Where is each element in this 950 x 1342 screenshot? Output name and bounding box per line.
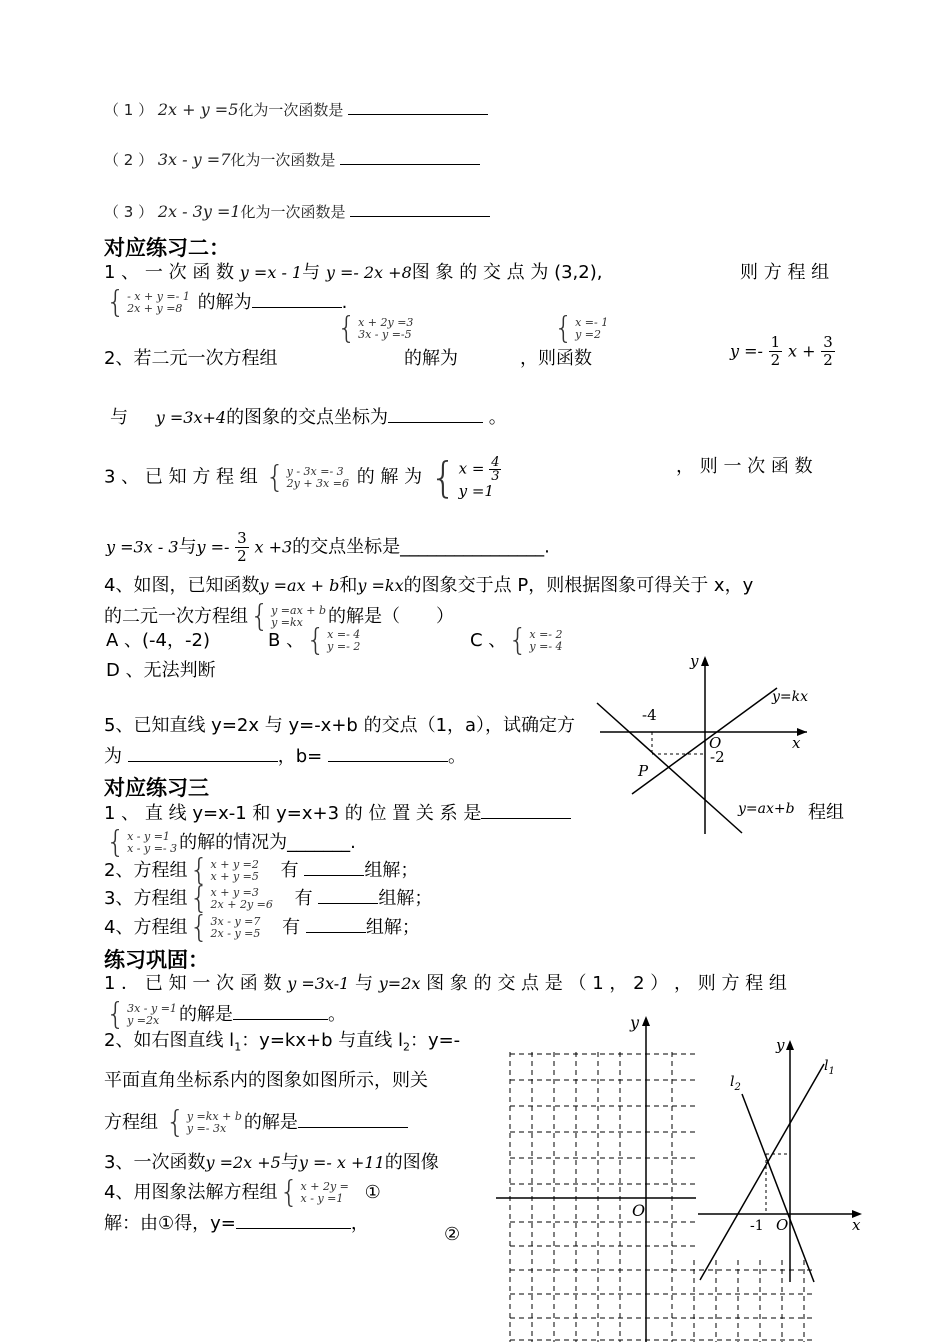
graph2-y-label: y (630, 1013, 640, 1032)
s2-p1-line1 (104, 262, 602, 284)
s3-p4-blank[interactable] (306, 916, 366, 933)
q3-text: 化为一次函数是 (240, 203, 346, 221)
graph3-x-label: x (852, 1216, 861, 1234)
s3-p3-line: 3、方程组 { x + y =3 2x + 2y =6 有 组解； (104, 881, 433, 916)
s2-p2-function: y =- $\frac{1}{2}$ x + $\frac{3}{2}$ (730, 333, 833, 369)
svg-text:l2: $l_2$ (730, 1074, 741, 1093)
graph3-y-label: y (776, 1036, 785, 1054)
graph1-line-kx-label: y=kx (772, 689, 809, 705)
section3-title: 对应练习三 (104, 776, 209, 800)
q2-text: 化为一次函数是 (230, 151, 336, 169)
svg-text:l1: $l_1$ (824, 1058, 835, 1077)
s4-p2-blank[interactable] (298, 1111, 408, 1128)
q1-label: （ 1 ） (104, 101, 154, 119)
q2-label: （ 2 ） (104, 151, 154, 169)
s2-p2-line2: 与 y =3x+4的图象的交点坐标为 。 (110, 407, 507, 428)
s2-p5-blank-a[interactable] (128, 745, 278, 762)
s2-p3-solution: { x = $\frac{4}{3}$ y =1 (429, 452, 500, 502)
q1-answer-blank[interactable] (348, 98, 488, 115)
s4-p4-circ2: ② (444, 1224, 461, 1245)
s2-p2-systemA: { x + 2y =3 3x - y =-5 (337, 311, 414, 346)
q1-line (104, 98, 488, 121)
s2-p5-blank-b[interactable] (328, 745, 448, 762)
q1-text: 化为一次函数是 (238, 101, 344, 119)
s3-p1-blank[interactable] (481, 802, 571, 819)
s2-p1-system: { - x + y =- 1 2x + y =8 (106, 285, 190, 320)
s4-p4-line2: 解：由①得，y= ， (104, 1213, 369, 1234)
s2-p1-line2: { - x + y =- 1 2x + y =8 的解为 . (106, 285, 348, 320)
section2-title: 对应练习二： (104, 236, 230, 260)
s2-p3-text-c: ， 则 一 次 函 数 (676, 456, 813, 477)
s4-p2-line2: 平面直角坐标系内的图象如图所示，则关 (104, 1070, 428, 1091)
s2-p2-answer-blank[interactable] (388, 406, 483, 423)
s3-p3-blank[interactable] (318, 887, 378, 904)
graph3-l2-label: l (730, 1074, 735, 1090)
s2-p1-text-c: 图 象 的 交 点 为 (3,2), (411, 262, 603, 283)
s2-p3-line1: 3 、 已 知 方 程 组 { y - 3x =- 3 2y + 3x =6 的 解 为 { x = $\frac{4}{3}$ y =1 (104, 452, 500, 502)
graph1-x-label: x (792, 734, 801, 752)
graph1-origin-label: O (709, 734, 722, 752)
s2-p3-line2: y =3x - 3与y =- $\frac{3}{2}$ x +3的交点坐标是________________. (106, 529, 550, 565)
s2-p4-option-a[interactable]: A 、(-4，-2) (106, 630, 210, 651)
graph2-origin-label: O (632, 1201, 646, 1220)
s2-p1-func1: y =x - 1 (239, 263, 303, 282)
s3-p1-line1: 1 、 直 线 y=x-1 和 y=x+3 的 位 置 关 系 是 (104, 802, 571, 825)
graph1-y-label: y (690, 652, 699, 670)
s4-p4-blank[interactable] (236, 1212, 351, 1229)
s2-p2-text-c: ，则函数 (520, 348, 592, 369)
q2-equation: 3x - y =7 (157, 150, 231, 169)
q3-answer-blank[interactable] (350, 200, 490, 217)
s2-p2-systemB: { x =- 1 y =2 (554, 311, 609, 346)
s3-p1-text-a2: 程组 (808, 802, 844, 823)
s2-p5-line2: 为 ，b= 。 (104, 746, 466, 767)
s2-p1-text-a: 1 、 一 次 函 数 (104, 262, 235, 283)
s2-p1-text-d: 则 方 程 组 (740, 262, 830, 283)
s4-p2-line3: 方程组 { y =kx + b y =- 3x 的解是 (104, 1108, 408, 1138)
graph1-point-p: P (638, 762, 649, 780)
q1-equation: 2x + y =5 (157, 100, 239, 119)
s2-p4-option-c[interactable]: C 、 { x =- 2 y =- 4 (470, 623, 563, 658)
s4-p3-line: 3、一次函数y =2x +5与y =- x +11的图像 (104, 1152, 439, 1173)
s2-p1-func2: y =- 2x +8 (325, 263, 412, 282)
s2-p2-text-b: 的解为 (404, 348, 458, 369)
s2-p1-text-b: 与 (302, 262, 321, 283)
s2-p3-answer-blank[interactable]: ________________ (400, 536, 545, 558)
s4-p2-line1: 2、如右图直线 $l_1$：y=kx+b 与直线 $l_2$：y=- (104, 1030, 461, 1054)
s2-p4-line1: 4、如图，已知函数y =ax + b和y =kx的图象交于点 P，则根据图象可得关于 x，y (104, 575, 754, 596)
s3-p1-line2: { x - y =1 x - y =- 3 的解的情况为_______. (106, 825, 356, 860)
s3-p2-line: 2、方程组 { x + y =2 x + y =5 有 组解； (104, 853, 419, 888)
s2-p5-line1: 5、已知直线 y=2x 与 y=-x+b 的交点（1，a），试确定方 (104, 715, 576, 736)
s2-p1-answer-blank[interactable] (252, 291, 342, 308)
graph3-origin-label: O (776, 1216, 789, 1234)
s3-p4-line: 4、方程组 { 3x - y =7 2x - y =5 有 组解； (104, 910, 420, 945)
graph3-tick-minus1: -1 (750, 1218, 764, 1234)
graph1-tick-minus4: -4 (642, 706, 657, 724)
q3-line (104, 200, 490, 223)
q3-equation: 2x - 3y =1 (157, 202, 241, 221)
q2-line (104, 148, 480, 171)
s2-p1-text-e: 的解为 (197, 292, 252, 313)
graph1-line-axb-label: y=ax+b (738, 801, 795, 817)
s4-p1-blank[interactable] (233, 1003, 328, 1020)
s2-p4-option-b[interactable]: B 、 { x =- 4 y =- 2 (268, 623, 361, 658)
s3-p2-blank[interactable] (304, 859, 364, 876)
s4-p4-line1: 4、用图象法解方程组 { x + 2y = x - y =1 ① (104, 1175, 381, 1210)
s2-p2-line1: 2、若二元一次方程组 (104, 348, 278, 369)
s3-p1-blank2[interactable]: _______ (287, 832, 351, 853)
s4-p1-line1: 1 ． 已 知 一 次 函 数 y =3x-1 与 y=2x 图 象 的 交 点 是 （ 1 ， 2 ） ， 则 方 程 组 (104, 973, 787, 994)
section4-title: 练习巩固： (104, 948, 209, 972)
s4-p1-line2: { 3x - y =1 y =2x 的解是 。 (106, 997, 346, 1032)
q3-label: （ 3 ） (104, 203, 154, 221)
graph3-l1-label: l (824, 1058, 829, 1074)
q2-answer-blank[interactable] (340, 148, 480, 165)
s2-p4-option-d[interactable]: D 、无法判断 (106, 660, 216, 681)
graph1-tick-minus2: -2 (710, 748, 725, 766)
graph3-l1-l2-figure (690, 1034, 870, 1284)
s2-p4-line2: 的二元一次方程组 { y =ax + b y =kx 的解是（ ） (104, 599, 455, 634)
